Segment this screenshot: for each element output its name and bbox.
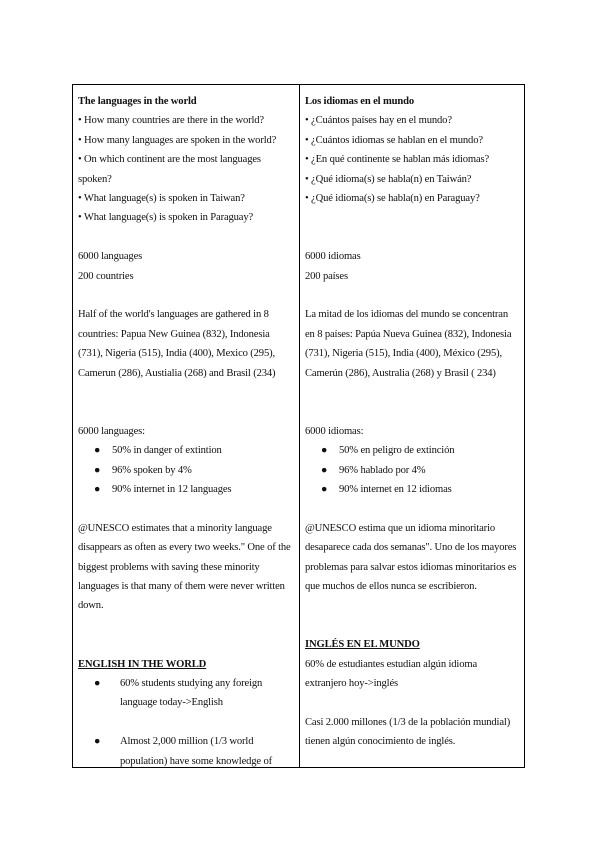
half-paragraph: La mitad de los idiomas del mundo se concentran en 8 países: Papúa Nueva Guinea (832), Indonesia (731), Nigeria (515), India (400), México (295), Camerún (286), Australia (268) y Brasil ( 234) bbox=[305, 309, 512, 379]
question: • What language(s) is spoken in Taiwan? bbox=[78, 193, 245, 205]
list-item: ● 50% en peligro de extinción bbox=[321, 441, 520, 460]
bullet-icon: ● bbox=[94, 484, 101, 496]
bullet-icon: ● bbox=[94, 464, 101, 476]
english-column bbox=[73, 85, 300, 767]
question: • ¿Qué idioma(s) se habla(n) en Taiwán? bbox=[305, 173, 472, 185]
english-heading: INGLÉS EN EL MUNDO bbox=[305, 639, 420, 651]
bullet-icon: ● bbox=[94, 678, 101, 690]
unesco-paragraph: @UNESCO estimates that a minority language disappears as often as every two weeks." One of the biggest problems with saving these minority languages is that many of them were never written down. bbox=[78, 522, 291, 612]
spanish-column bbox=[300, 85, 524, 767]
language-facts-list bbox=[305, 441, 520, 499]
list-intro: 6000 idiomas: bbox=[305, 425, 364, 437]
bullet-icon: ● bbox=[321, 445, 328, 457]
stat-countries: 200 países bbox=[305, 270, 348, 282]
list-item: ● 90% internet in 12 languages bbox=[94, 480, 295, 499]
section-title: The languages in the world bbox=[78, 96, 197, 107]
question: • On which continent are the most languages spoken? bbox=[78, 154, 261, 185]
question: • How many countries are there in the world? bbox=[78, 115, 264, 127]
bullet-icon: ● bbox=[321, 464, 328, 476]
list-item: ● 96% spoken by 4% bbox=[94, 461, 295, 480]
bullet-icon: ● bbox=[94, 736, 101, 748]
unesco-paragraph: @UNESCO estima que un idioma minoritario desaparece cada dos semanas". Uno de los mayores problemas para salvar estos idiomas minoritarios es que muchos de ellos nunca se escribieron. bbox=[305, 522, 517, 593]
bilingual-table bbox=[72, 84, 525, 768]
question: • ¿Cuántos países hay en el mundo? bbox=[305, 115, 452, 127]
section-title: Los idiomas en el mundo bbox=[305, 96, 414, 107]
question: • What language(s) is spoken in Paraguay? bbox=[78, 212, 254, 224]
list-item: ● Almost 2,000 million (1/3 world population) have some knowledge of bbox=[94, 732, 295, 771]
stat-languages: 6000 languages bbox=[78, 251, 143, 263]
half-paragraph: Half of the world's languages are gathered in 8 countries: Papua New Guinea (832), Indonesia (731), Nigeria (515), India (400), Mexico (295), Camerun (286), Austialia (268) and Brasil (234) bbox=[78, 309, 276, 379]
english-heading: ENGLISH IN THE WORLD bbox=[78, 658, 207, 670]
question: • ¿Cuántos idiomas se hablan en el mundo? bbox=[305, 134, 483, 146]
stat-languages: 6000 idiomas bbox=[305, 251, 361, 263]
bullet-icon: ● bbox=[94, 445, 101, 457]
english-paragraph: 60% de estudiantes estudian algún idioma extranjero hoy->inglés bbox=[305, 658, 477, 690]
question: • ¿Qué idioma(s) se habla(n) en Paraguay? bbox=[305, 193, 480, 205]
list-item: ● 60% students studying any foreign language today->English bbox=[94, 674, 295, 713]
list-item: ● 90% internet en 12 idiomas bbox=[321, 480, 520, 499]
list-item: ● 96% hablado por 4% bbox=[321, 461, 520, 480]
list-intro: 6000 languages: bbox=[78, 425, 145, 437]
english-facts-list bbox=[78, 674, 295, 771]
language-facts-list bbox=[78, 441, 295, 499]
question: • ¿En qué continente se hablan más idiomas? bbox=[305, 154, 490, 166]
bullet-icon: ● bbox=[321, 484, 328, 496]
stat-countries: 200 countries bbox=[78, 270, 134, 282]
list-item: ● 50% in danger of extintion bbox=[94, 441, 295, 460]
question: • How many languages are spoken in the world? bbox=[78, 134, 277, 146]
english-paragraph: Casi 2.000 millones (1/3 de la población mundial) tienen algún conocimiento de inglés. bbox=[305, 716, 511, 748]
